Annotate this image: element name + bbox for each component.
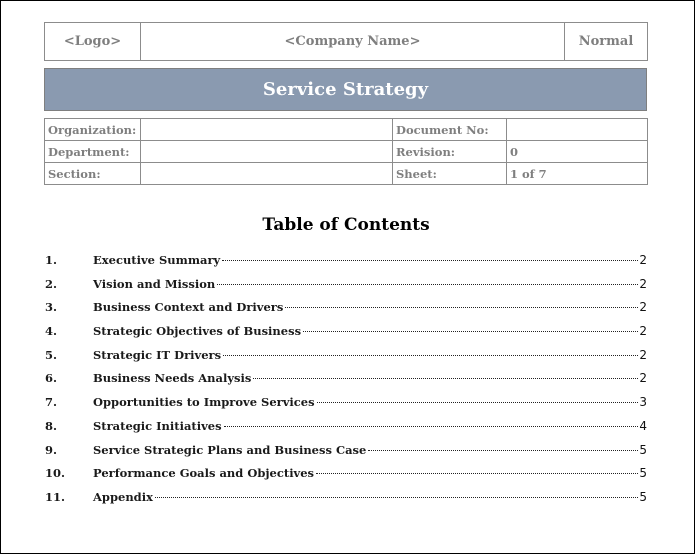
toc-entry[interactable]	[45, 324, 647, 348]
toc-entry-page[interactable]: 2	[639, 253, 647, 267]
toc-entry-title[interactable]: Executive Summary	[93, 253, 221, 267]
toc-entry[interactable]	[45, 466, 647, 490]
info-row	[45, 163, 648, 185]
department-value[interactable]	[141, 141, 393, 163]
company-name-placeholder: <Company Name>	[141, 23, 565, 61]
section-value[interactable]	[141, 163, 393, 185]
toc-entry-number: 8.	[45, 418, 58, 433]
header-table	[44, 22, 648, 61]
toc-dot-leader	[317, 402, 639, 403]
toc-entry-title[interactable]: Service Strategic Plans and Business Case	[93, 442, 367, 457]
toc-entry-title[interactable]: Business Context and Drivers	[93, 300, 284, 315]
document-no-value[interactable]	[507, 119, 648, 141]
toc-entry[interactable]	[45, 253, 647, 277]
section-label: Section:	[45, 163, 141, 185]
toc-dot-leader	[223, 355, 638, 356]
toc-entry-page[interactable]: 2	[639, 371, 647, 386]
organization-label: Organization:	[45, 119, 141, 141]
toc-heading: Table of Contents	[262, 215, 430, 235]
toc-entry[interactable]	[45, 300, 647, 324]
toc-entry-number: 6.	[45, 371, 58, 386]
classification-label: Normal	[565, 23, 648, 61]
toc-entry-number: 5.	[45, 347, 58, 362]
revision-label: Revision:	[393, 141, 507, 163]
toc-entry[interactable]	[45, 395, 647, 419]
toc-dot-leader	[155, 497, 638, 498]
toc-entry[interactable]	[45, 348, 647, 372]
toc-entry-page[interactable]: 2	[639, 276, 647, 291]
toc-entry-number: 4.	[45, 324, 58, 339]
toc-entry-title[interactable]: Strategic IT Drivers	[93, 347, 222, 362]
toc-entry-title[interactable]: Business Needs Analysis	[93, 371, 252, 386]
toc-entry-page[interactable]: 4	[639, 418, 647, 433]
toc-dot-leader	[303, 331, 638, 332]
toc-entry-page[interactable]: 5	[639, 466, 647, 481]
organization-value[interactable]	[141, 119, 393, 141]
document-title: Service Strategy	[44, 68, 647, 111]
sheet-label: Sheet:	[393, 163, 507, 185]
toc-entry-number: 2.	[45, 276, 58, 291]
toc-dot-leader	[217, 284, 638, 285]
department-label: Department:	[45, 141, 141, 163]
toc-entry-page[interactable]: 2	[639, 324, 647, 339]
toc-entry-title[interactable]: Strategic Initiatives	[93, 418, 222, 433]
toc-entry-page[interactable]: 5	[639, 489, 647, 504]
toc-entry-title[interactable]: Opportunities to Improve Services	[93, 395, 315, 410]
toc-entry-page[interactable]: 2	[639, 300, 647, 315]
toc-list	[45, 253, 647, 514]
toc-dot-leader	[222, 260, 638, 261]
toc-dot-leader	[368, 450, 638, 451]
toc-entry-number: 11.	[45, 489, 66, 504]
toc-entry[interactable]	[45, 443, 647, 467]
sheet-value[interactable]: 1 of 7	[507, 163, 648, 185]
toc-entry[interactable]	[45, 419, 647, 443]
info-row	[45, 141, 648, 163]
toc-entry-page[interactable]: 3	[639, 395, 647, 410]
toc-entry[interactable]	[45, 490, 647, 514]
toc-dot-leader	[253, 378, 638, 379]
toc-entry-title[interactable]: Vision and Mission	[93, 276, 216, 291]
toc-entry-page[interactable]: 2	[639, 347, 647, 362]
toc-entry[interactable]	[45, 371, 647, 395]
toc-entry-number: 3.	[45, 300, 58, 315]
revision-value[interactable]: 0	[507, 141, 648, 163]
info-row	[45, 119, 648, 141]
toc-entry[interactable]	[45, 277, 647, 301]
logo-placeholder: <Logo>	[45, 23, 141, 61]
toc-entry-page[interactable]: 5	[639, 442, 647, 457]
toc-dot-leader	[285, 307, 638, 308]
toc-entry-number: 1.	[45, 253, 58, 267]
toc-entry-number: 9.	[45, 442, 58, 457]
toc-dot-leader	[316, 473, 638, 474]
toc-entry-number: 10.	[45, 466, 66, 481]
toc-entry-number: 7.	[45, 395, 58, 410]
toc-entry-title[interactable]: Appendix	[93, 489, 153, 504]
toc-entry-title[interactable]: Strategic Objectives of Business	[93, 324, 302, 339]
document-no-label: Document No:	[393, 119, 507, 141]
toc-dot-leader	[224, 426, 639, 427]
toc-entry-title[interactable]: Performance Goals and Objectives	[93, 466, 315, 481]
document-info-table	[44, 118, 648, 185]
